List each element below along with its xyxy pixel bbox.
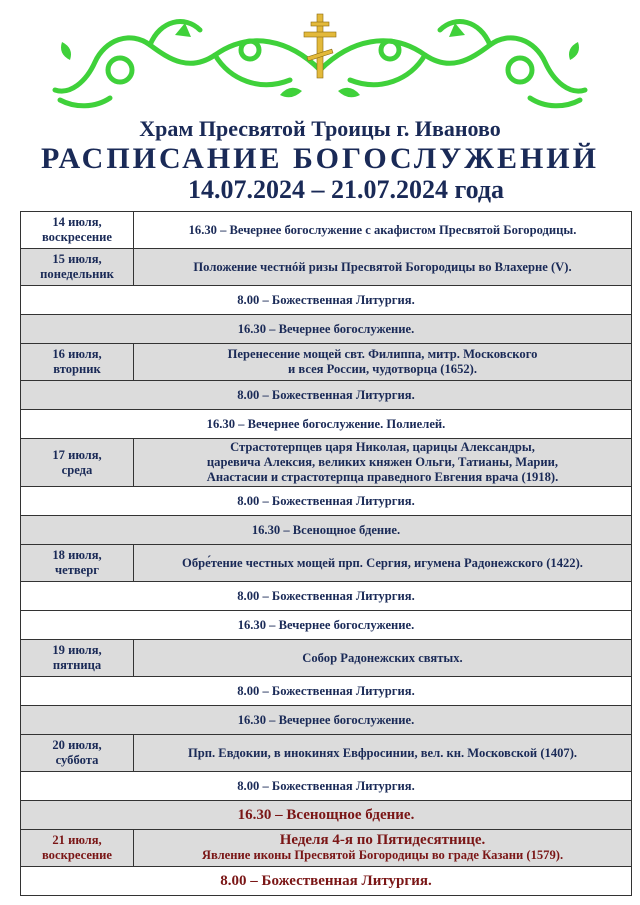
header-ornament (0, 0, 640, 120)
schedule-row (21, 439, 632, 487)
schedule-row (21, 344, 632, 381)
service-cell: 16.30 – Вечернее богослужение. Полиелей. (21, 410, 632, 439)
feast-line: Явление иконы Пресвятой Богородицы во граде Казани (1579). (201, 848, 564, 862)
feast-cell (134, 344, 632, 381)
service-cell: 8.00 – Божественная Литургия. (21, 582, 632, 611)
feast-cell (134, 640, 632, 677)
service-cell: 8.00 – Божественная Литургия. (21, 677, 632, 706)
day-cell (21, 439, 134, 487)
schedule-row (21, 249, 632, 286)
schedule-row (21, 545, 632, 582)
feast-line: Собор Радонежских святых. (302, 650, 463, 665)
day-line: 21 июля, (52, 833, 102, 847)
schedule-row (21, 801, 632, 830)
feast-line: царевича Алексия, великих княжен Ольги, Татианы, Марии, (206, 455, 559, 469)
service-cell: 16.30 – Всенощное бдение. (21, 801, 632, 830)
day-cell (21, 735, 134, 772)
schedule-row (21, 677, 632, 706)
day-line: 18 июля, (52, 548, 102, 562)
day-line: воскресение (41, 848, 113, 862)
feast-line: Страстотерпцев царя Николая, царицы Александры, (230, 440, 535, 454)
feast-line: Обре́тение честных мощей прп. Сергия, игумена Радонежского (1422). (182, 555, 583, 570)
schedule-row (21, 487, 632, 516)
day-line: 20 июля, (52, 738, 102, 752)
date-range: 14.07.2024 – 21.07.2024 года (187, 175, 505, 204)
schedule-row (21, 611, 632, 640)
schedule-table (20, 211, 632, 896)
feast-cell (134, 735, 632, 772)
day-line: четверг (55, 563, 99, 577)
day-line: среда (61, 462, 93, 477)
feast-line: Перенесение мощей свт. Филиппа, митр. Московского (227, 347, 538, 361)
service-cell: 16.30 – Всенощное бдение. (21, 516, 632, 545)
day-line: понедельник (40, 267, 114, 281)
service-cell: 16.30 – Вечернее богослужение. (21, 611, 632, 640)
day-line: 14 июля, (52, 215, 102, 229)
feast-cell (134, 439, 632, 487)
feast-cell (134, 545, 632, 582)
schedule-row (21, 830, 632, 867)
day-line: вторник (53, 362, 101, 376)
day-cell (21, 249, 134, 286)
day-line: суббота (55, 753, 99, 767)
page-title: РАСПИСАНИЕ БОГОСЛУЖЕНИЙ (41, 142, 599, 175)
service-cell: 16.30 – Вечернее богослужение. (21, 706, 632, 735)
church-name: Храм Пресвятой Троицы г. Иваново (139, 116, 501, 141)
service-cell: 8.00 – Божественная Литургия. (21, 487, 632, 516)
feast-cell (134, 212, 632, 249)
service-cell: 8.00 – Божественная Литургия. (21, 867, 632, 896)
schedule-row (21, 410, 632, 439)
day-cell (21, 344, 134, 381)
day-cell (21, 212, 134, 249)
service-cell: 16.30 – Вечернее богослужение. (21, 315, 632, 344)
orthodox-cross-icon (304, 14, 336, 78)
service-cell: 8.00 – Божественная Литургия. (21, 381, 632, 410)
schedule-row (21, 286, 632, 315)
day-line: 16 июля, (52, 347, 102, 361)
schedule-row (21, 867, 632, 896)
schedule-row (21, 381, 632, 410)
day-line: 15 июля, (52, 252, 102, 266)
day-line: воскресение (41, 230, 113, 244)
schedule-row (21, 212, 632, 249)
day-cell (21, 545, 134, 582)
feast-line: и всея России, чудотворца (1652). (287, 362, 478, 376)
schedule-row (21, 640, 632, 677)
schedule-row (21, 772, 632, 801)
schedule-row (21, 706, 632, 735)
schedule-row (21, 735, 632, 772)
schedule-row (21, 582, 632, 611)
feast-line: Положение честнóй ризы Пресвятой Богородицы во Влахерне (V). (193, 259, 572, 274)
service-cell: 8.00 – Божественная Литургия. (21, 772, 632, 801)
service-cell: 8.00 – Божественная Литургия. (21, 286, 632, 315)
day-line: 19 июля, (52, 643, 102, 657)
feast-line: 16.30 – Вечернее богослужение с акафистом Пресвятой Богородицы. (188, 222, 577, 237)
feast-cell (134, 830, 632, 867)
feast-line: Анастасии и страстотерпца праведного Евгения врача (1918). (206, 470, 559, 484)
feast-line: Прп. Евдокии, в инокинях Евфросинии, вел. кн. Московской (1407). (187, 745, 578, 760)
feast-line: Неделя 4-я по Пятидесятнице. (279, 832, 486, 848)
day-cell (21, 830, 134, 867)
schedule-row (21, 516, 632, 545)
schedule-row (21, 315, 632, 344)
feast-cell (134, 249, 632, 286)
day-cell (21, 640, 134, 677)
day-line: пятница (52, 658, 102, 672)
day-line: 17 июля, (52, 447, 102, 462)
